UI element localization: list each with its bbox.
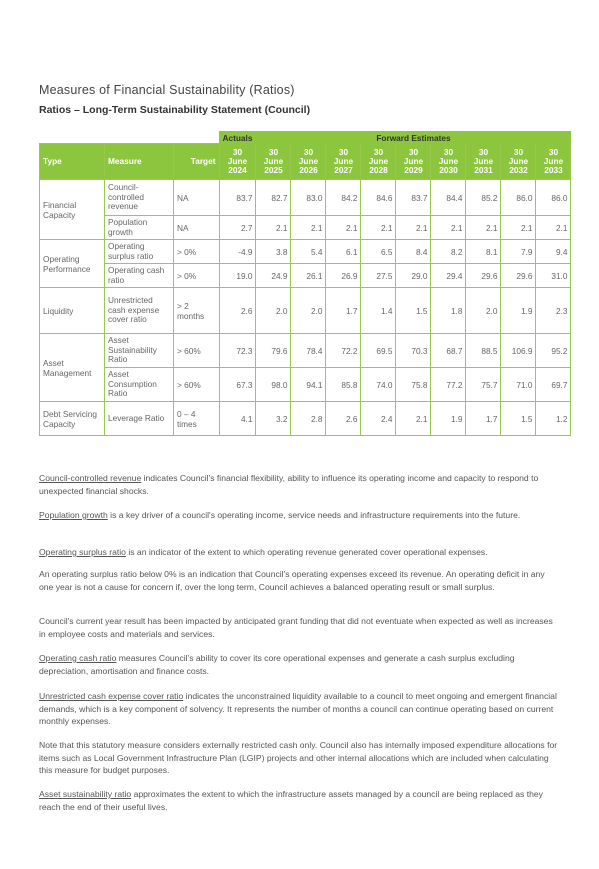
note-paragraph: [39, 690, 559, 728]
value-cell: 26.1: [291, 264, 326, 288]
note-term: Operating surplus ratio: [39, 547, 126, 557]
value-cell: 2.8: [291, 402, 326, 436]
value-cell: 1.9: [501, 288, 536, 334]
value-cell: 8.1: [466, 240, 501, 264]
value-cell: 27.5: [361, 264, 396, 288]
type-cell: Financial Capacity: [40, 180, 105, 240]
value-cell: 2.1: [501, 216, 536, 240]
target-cell: > 60%: [174, 368, 220, 402]
table-row: [40, 180, 571, 216]
value-cell: 86.0: [501, 180, 536, 216]
table-row: [40, 368, 571, 402]
measure-cell: Population growth: [105, 216, 174, 240]
table-row: [40, 402, 571, 436]
forward-estimates-band: Forward Estimates: [256, 132, 571, 144]
year-header: 30 June 2031: [466, 144, 501, 180]
target-cell: > 60%: [174, 334, 220, 368]
value-cell: 1.2: [536, 402, 571, 436]
note-paragraph: [39, 652, 559, 677]
value-cell: 29.4: [431, 264, 466, 288]
table-row: [40, 264, 571, 288]
value-cell: 84.2: [326, 180, 361, 216]
value-cell: 1.7: [466, 402, 501, 436]
note-text: indicates Council's financial flexibility, ability to influence its operating income and capacity to respond to unexpected financial shocks.: [39, 473, 539, 496]
year-header: 30 June 2030: [431, 144, 466, 180]
value-cell: 2.6: [219, 288, 256, 334]
value-cell: 2.0: [291, 288, 326, 334]
value-cell: 84.6: [361, 180, 396, 216]
measure-cell: Operating cash ratio: [105, 264, 174, 288]
measure-cell: Operating surplus ratio: [105, 240, 174, 264]
value-cell: 1.5: [396, 288, 431, 334]
value-cell: 98.0: [256, 368, 291, 402]
value-cell: 84.4: [431, 180, 466, 216]
value-cell: 2.1: [536, 216, 571, 240]
value-cell: 4.1: [219, 402, 256, 436]
note-paragraph: [39, 739, 559, 777]
value-cell: 6.1: [326, 240, 361, 264]
value-cell: 71.0: [501, 368, 536, 402]
value-cell: 2.4: [361, 402, 396, 436]
value-cell: 83.0: [291, 180, 326, 216]
value-cell: 85.2: [466, 180, 501, 216]
value-cell: 85.8: [326, 368, 361, 402]
table-band-row: [40, 132, 571, 144]
value-cell: 29.0: [396, 264, 431, 288]
note-paragraph: [39, 788, 559, 813]
value-cell: 69.5: [361, 334, 396, 368]
note-term: Asset sustainability ratio: [39, 789, 132, 799]
note-paragraph: [39, 546, 559, 559]
value-cell: 83.7: [396, 180, 431, 216]
value-cell: 6.5: [361, 240, 396, 264]
table-header-row: [40, 144, 571, 180]
value-cell: 5.4: [291, 240, 326, 264]
value-cell: 77.2: [431, 368, 466, 402]
value-cell: 75.7: [466, 368, 501, 402]
value-cell: 2.1: [361, 216, 396, 240]
year-header: 30 June 2025: [256, 144, 291, 180]
ratios-table: [39, 131, 571, 436]
value-cell: 7.9: [501, 240, 536, 264]
target-cell: NA: [174, 216, 220, 240]
value-cell: 1.5: [501, 402, 536, 436]
value-cell: 70.3: [396, 334, 431, 368]
type-cell: Asset Management: [40, 334, 105, 402]
value-cell: 2.1: [326, 216, 361, 240]
value-cell: 95.2: [536, 334, 571, 368]
value-cell: 2.6: [326, 402, 361, 436]
value-cell: 8.2: [431, 240, 466, 264]
value-cell: 86.0: [536, 180, 571, 216]
value-cell: 78.4: [291, 334, 326, 368]
year-header: 30 June 2029: [396, 144, 431, 180]
note-term: Unrestricted cash expense cover ratio: [39, 691, 184, 701]
note-text: Council's current year result has been impacted by anticipated grant funding that did not eventuate when expected as well as increases in employee costs and materials and services.: [39, 616, 553, 639]
value-cell: -4.9: [219, 240, 256, 264]
value-cell: 67.3: [219, 368, 256, 402]
year-header: 30 June 2027: [326, 144, 361, 180]
col-target-header: Target: [174, 144, 220, 180]
value-cell: 1.9: [431, 402, 466, 436]
value-cell: 31.0: [536, 264, 571, 288]
year-header: 30 June 2026: [291, 144, 326, 180]
col-type-header: Type: [40, 144, 105, 180]
page-subheading: Ratios – Long-Term Sustainability Statement (Council): [39, 104, 311, 116]
value-cell: 79.6: [256, 334, 291, 368]
value-cell: 2.7: [219, 216, 256, 240]
value-cell: 9.4: [536, 240, 571, 264]
value-cell: 72.3: [219, 334, 256, 368]
table-row: [40, 334, 571, 368]
value-cell: 68.7: [431, 334, 466, 368]
note-paragraph: [39, 568, 559, 593]
note-text: measures Council's ability to cover its core operational expenses and generate a cash surplus excluding depreciation, amortisation and finance costs.: [39, 653, 515, 676]
value-cell: 72.2: [326, 334, 361, 368]
measure-cell: Council-controlled revenue: [105, 180, 174, 216]
table-body: [40, 180, 571, 436]
target-cell: > 0%: [174, 264, 220, 288]
type-cell: Liquidity: [40, 288, 105, 334]
value-cell: 83.7: [219, 180, 256, 216]
note-paragraph: [39, 509, 559, 522]
note-text: approximates the extent to which the infrastructure assets managed by a council are being replaced as they reach the end of their useful lives.: [39, 789, 543, 812]
target-cell: > 2 months: [174, 288, 220, 334]
value-cell: 69.7: [536, 368, 571, 402]
value-cell: 82.7: [256, 180, 291, 216]
value-cell: 3.2: [256, 402, 291, 436]
value-cell: 1.8: [431, 288, 466, 334]
table-row: [40, 216, 571, 240]
note-term: Operating cash ratio: [39, 653, 117, 663]
value-cell: 2.1: [396, 402, 431, 436]
measure-cell: Leverage Ratio: [105, 402, 174, 436]
target-cell: 0 – 4 times: [174, 402, 220, 436]
table-row: [40, 288, 571, 334]
value-cell: 75.8: [396, 368, 431, 402]
note-text: Note that this statutory measure considers externally restricted cash only. Council also has internally imposed expenditure allocations for items such as Local Government Infrastructure Plan (LGIP) projects and other internal allocations which are included when calculating this measure for budget purposes.: [39, 740, 558, 775]
value-cell: 29.6: [501, 264, 536, 288]
value-cell: 24.9: [256, 264, 291, 288]
value-cell: 8.4: [396, 240, 431, 264]
value-cell: 3.8: [256, 240, 291, 264]
year-header: 30 June 2033: [536, 144, 571, 180]
col-measure-header: Measure: [105, 144, 174, 180]
measure-cell: Unrestricted cash expense cover ratio: [105, 288, 174, 334]
value-cell: 26.9: [326, 264, 361, 288]
value-cell: 106.9: [501, 334, 536, 368]
value-cell: 2.1: [256, 216, 291, 240]
note-text: is a key driver of a council's operating income, service needs and infrastructure requirements into the future.: [107, 510, 521, 520]
value-cell: 2.1: [396, 216, 431, 240]
value-cell: 2.0: [256, 288, 291, 334]
type-cell: Operating Performance: [40, 240, 105, 288]
table-row: [40, 240, 571, 264]
measure-cell: Asset Consumption Ratio: [105, 368, 174, 402]
value-cell: 2.3: [536, 288, 571, 334]
note-paragraph: [39, 615, 559, 640]
value-cell: 2.1: [466, 216, 501, 240]
value-cell: 2.1: [431, 216, 466, 240]
measure-cell: Asset Sustainability Ratio: [105, 334, 174, 368]
value-cell: 2.0: [466, 288, 501, 334]
note-text: indicates the unconstrained liquidity available to a council to meet ongoing and emergent financial demands, which is a key component of solvency. It represents the number of months a council can continue operating based on current monthly expenses.: [39, 691, 557, 726]
value-cell: 74.0: [361, 368, 396, 402]
value-cell: 19.0: [219, 264, 256, 288]
value-cell: 94.1: [291, 368, 326, 402]
note-term: Council-controlled revenue: [39, 473, 142, 483]
year-header: 30 June 2028: [361, 144, 396, 180]
note-text: is an indicator of the extent to which operating revenue generated cover operational expenses.: [125, 547, 488, 557]
year-header: 30 June 2032: [501, 144, 536, 180]
type-cell: Debt Servicing Capacity: [40, 402, 105, 436]
value-cell: 2.1: [291, 216, 326, 240]
value-cell: 29.6: [466, 264, 501, 288]
note-term: Population growth: [39, 510, 108, 520]
actuals-band: Actuals: [219, 132, 256, 144]
target-cell: > 0%: [174, 240, 220, 264]
page-heading: Measures of Financial Sustainability (Ratios): [39, 83, 295, 97]
value-cell: 1.4: [361, 288, 396, 334]
note-paragraph: [39, 472, 559, 497]
target-cell: NA: [174, 180, 220, 216]
value-cell: 1.7: [326, 288, 361, 334]
value-cell: 88.5: [466, 334, 501, 368]
year-header: 30 June 2024: [219, 144, 256, 180]
note-text: An operating surplus ratio below 0% is an indication that Council's operating expenses exceed its revenue. An operating deficit in any one year is not a cause for concern if, over the long term, Council achieves a balanced operating result or small surplus.: [39, 569, 545, 592]
